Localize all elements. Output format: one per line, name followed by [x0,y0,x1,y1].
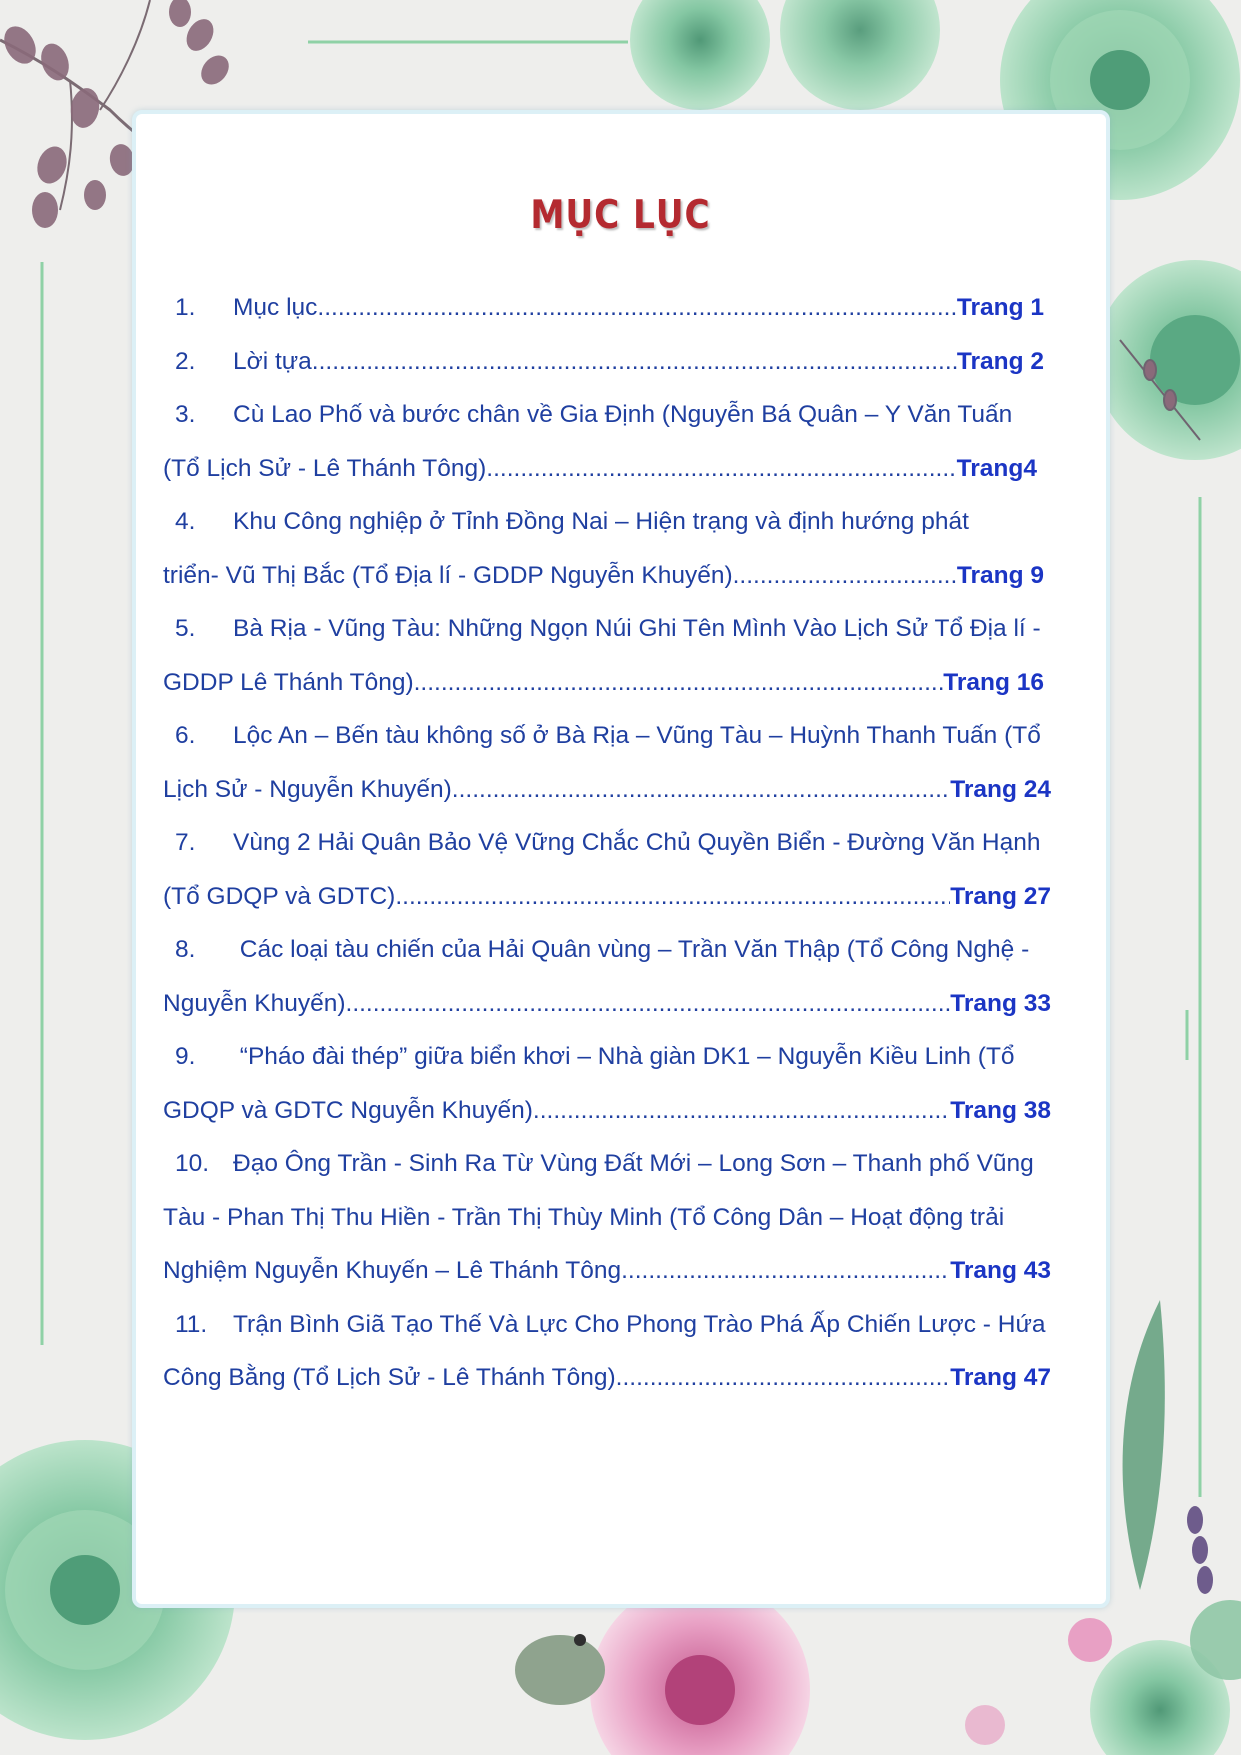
toc-leader-dots [402,870,950,924]
toc-page-ref[interactable]: Trang 33 [950,989,1051,1017]
toc-text: Đạo Ông Trần - Sinh Ra Từ Vùng Đất Mới – Long Sơn – Thanh phố Vũng [233,1150,1034,1177]
toc-page-ref[interactable]: Trang 9 [956,561,1044,589]
toc-text: Nguyễn Khuyến) [163,989,346,1017]
toc-text: Bà Rịa - Vũng Tàu: Những Ngọn Núi Ghi Tên Mình Vào Lịch Sử Tổ Địa lí - [233,615,1041,642]
toc-number: 8. [175,936,196,963]
toc-page-ref[interactable]: Trang 47 [950,1364,1051,1391]
bird-illustration [515,1634,605,1705]
toc-leader-dots [733,549,957,603]
toc-page-ref[interactable]: Trang 43 [950,1257,1051,1284]
toc-number: 9. [175,1043,196,1070]
toc-leader-dots [540,1084,951,1138]
toc-number: 11. [175,1310,208,1338]
toc-entry-3[interactable] [163,388,1083,442]
toc-number: 2. [175,347,196,375]
toc-text: Nghiệm Nguyễn Khuyến – Lê Thánh Tông. [163,1257,628,1284]
toc-leader-dots [486,442,956,496]
toc-text: Công Bằng (Tổ Lịch Sử - Lê Thánh Tông). [163,1364,623,1391]
toc-entry-8[interactable] [163,923,1083,977]
toc-text: (Tổ Lịch Sử - Lê Thánh Tông) [163,454,487,482]
toc-text: Lộc An – Bến tàu không số ở Bà Rịa – Vũng Tàu – Huỳnh Thanh Tuấn (Tổ [233,722,1041,749]
table-of-contents [163,281,1083,1405]
toc-entry-2[interactable] [163,335,1044,389]
toc-entry-5-continued[interactable] [163,656,1044,710]
toc-number: 6. [175,722,196,749]
toc-entry-4-continued[interactable] [163,549,1044,603]
toc-page-ref[interactable]: Trang4 [956,454,1037,482]
toc-entry-9-continued[interactable] [163,1084,1051,1138]
toc-page-ref[interactable]: Trang 24 [950,775,1051,803]
toc-entry-9[interactable] [163,1030,1083,1084]
toc-leader-dots [420,656,943,710]
toc-entry-7[interactable] [163,816,1083,870]
toc-text: GDQP và GDTC Nguyễn Khuyến). [163,1096,540,1124]
toc-text: Cù Lao Phố và bước chân về Gia Định (Nguyễn Bá Quân – Y Văn Tuấn [233,401,1013,428]
toc-number: 4. [175,508,196,535]
toc-page-ref[interactable]: Trang 16 [943,668,1044,696]
toc-leader-dots [317,281,956,335]
toc-text: Lời tựa [233,347,312,375]
toc-leader-dots [622,1351,950,1405]
toc-text: triển- Vũ Thị Bắc (Tổ Địa lí - GDDP Nguyễn Khuyến) [163,561,733,589]
toc-text: Mục lục [233,294,318,321]
toc-entry-4[interactable] [163,495,1083,549]
toc-number: 10. [175,1150,210,1177]
succulent-illustration-bottom-right [1090,1600,1241,1755]
toc-text: Tàu - Phan Thị Thu Hiền - Trần Thị Thùy Minh (Tổ Công Dân – Hoạt động trải [163,1203,1005,1231]
toc-page-ref[interactable]: Trang 2 [956,347,1044,375]
lavender-illustration [1187,1506,1213,1594]
toc-number: 5. [175,615,196,642]
toc-text: Trận Bình Giã Tạo Thế Và Lực Cho Phong Trào Phá Ấp Chiến Lược - Hứa [233,1310,1046,1338]
toc-leader-dots [628,1244,950,1298]
toc-number: 3. [175,401,196,428]
toc-entry-1[interactable] [163,281,1044,335]
toc-entry-11-continued[interactable] [163,1351,1051,1405]
toc-entry-10-continued[interactable] [163,1191,1083,1245]
toc-leader-dots [452,763,950,817]
toc-number: 7. [175,829,196,856]
leaf-illustration [1123,1300,1165,1590]
toc-entry-5[interactable] [163,602,1083,656]
toc-page-ref[interactable]: Trang 27 [950,882,1051,910]
toc-entry-7-continued[interactable] [163,870,1051,924]
toc-text: GDDP Lê Thánh Tông). [163,668,421,696]
toc-text: Vùng 2 Hải Quân Bảo Vệ Vững Chắc Chủ Quyền Biển - Đường Văn Hạnh [233,829,1041,856]
toc-text: “Pháo đài thép” giữa biển khơi – Nhà giàn DK1 – Nguyễn Kiều Linh (Tổ [233,1043,1015,1070]
toc-leader-dots [346,977,951,1031]
toc-entry-6[interactable] [163,709,1083,763]
toc-page-ref[interactable]: Trang 1 [956,294,1044,321]
toc-text: (Tổ GDQP và GDTC). [163,882,403,910]
toc-text: Lịch Sử - Nguyễn Khuyến) [163,775,452,803]
toc-entry-6-continued[interactable] [163,763,1051,817]
page-title: MỤC LỤC [530,193,711,238]
toc-entry-11[interactable] [163,1298,1083,1352]
toc-number: 1. [175,294,196,321]
toc-page-ref[interactable]: Trang 38 [950,1096,1051,1124]
toc-entry-10-continued-2[interactable] [163,1244,1051,1298]
toc-text: Khu Công nghiệp ở Tỉnh Đồng Nai – Hiện trạng và định hướng phát [233,508,969,535]
toc-entry-10[interactable] [163,1137,1083,1191]
toc-leader-dots [312,335,957,389]
toc-text: Các loại tàu chiến của Hải Quân vùng – Trần Văn Thập (Tổ Công Nghệ - [233,936,1030,963]
toc-entry-8-continued[interactable] [163,977,1051,1031]
toc-entry-3-continued[interactable] [163,442,1044,496]
